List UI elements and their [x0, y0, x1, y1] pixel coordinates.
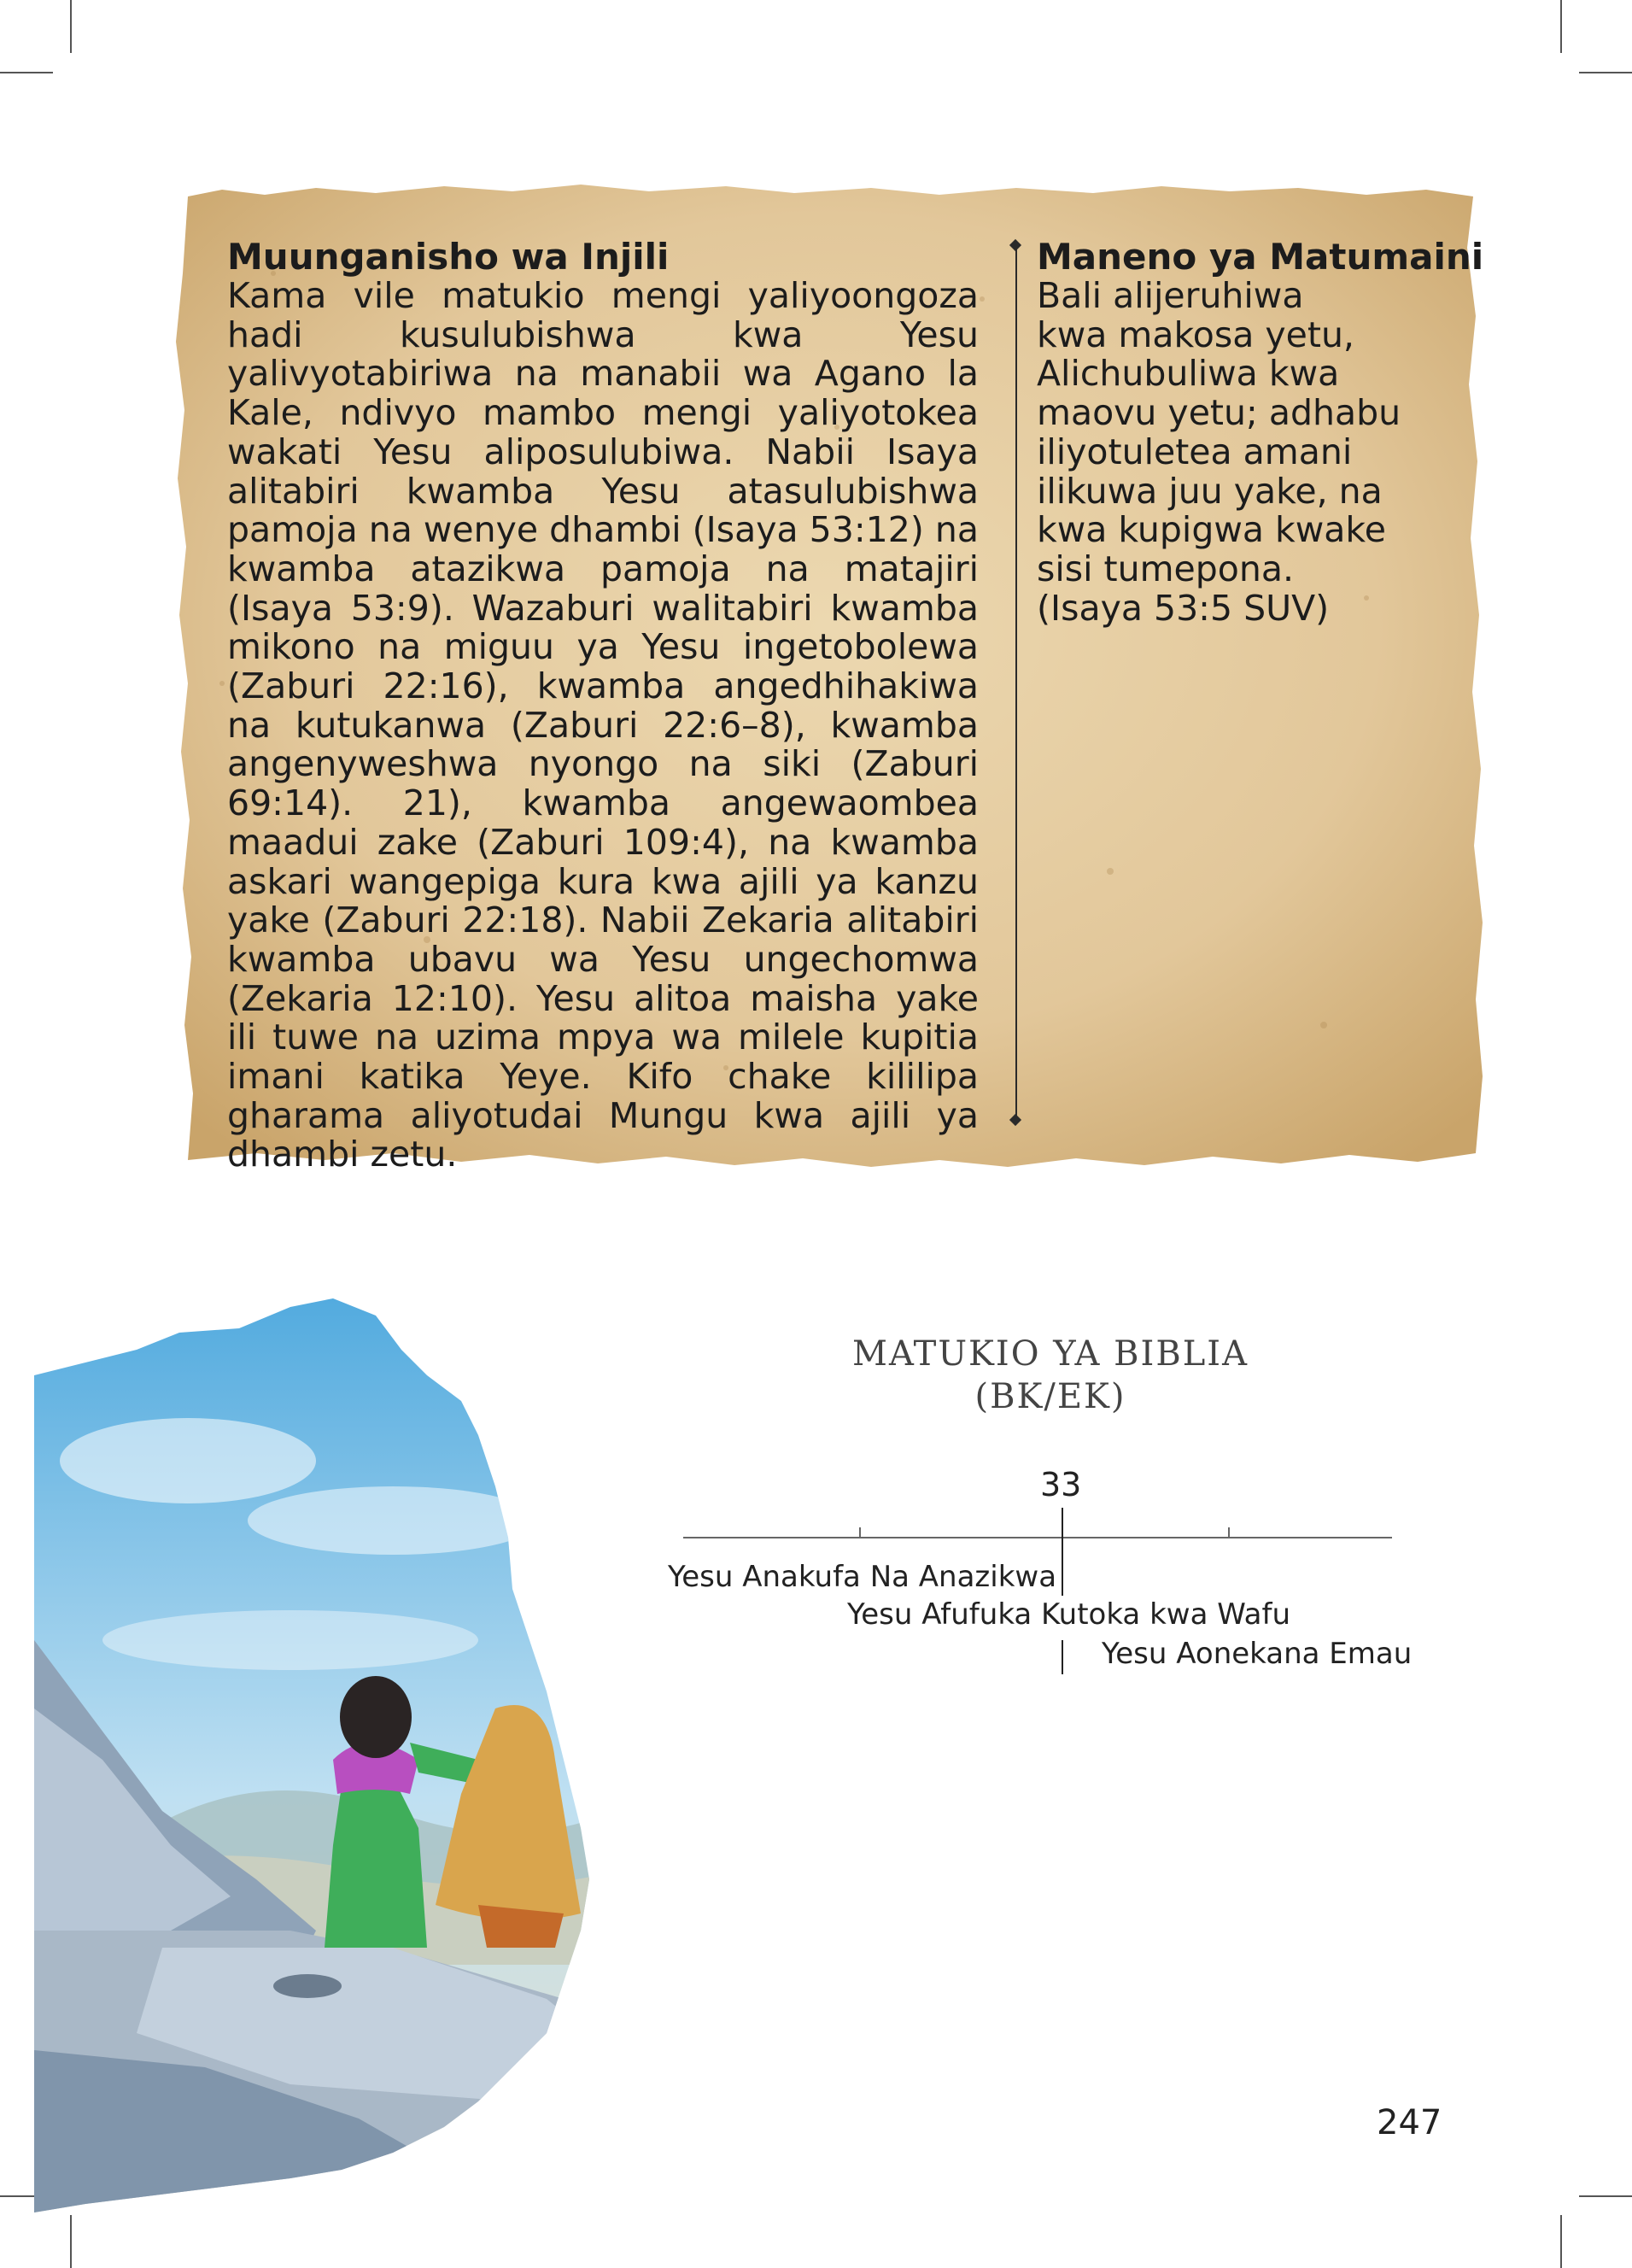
crop-mark: [1560, 2215, 1562, 2268]
crop-mark: [0, 72, 53, 73]
verse-line: kwa makosa yetu,: [1037, 314, 1354, 355]
crop-mark: [1560, 0, 1562, 53]
verse-line: sisi tumepona.: [1037, 548, 1295, 589]
timeline-event: Yesu Anakufa Na Anazikwa: [668, 1560, 1057, 1594]
page-number: 247: [1377, 2103, 1442, 2142]
crop-mark: [1579, 72, 1632, 73]
illustration-two-women-walking: [34, 1281, 649, 2221]
verse-line: kwa kupigwa kwake: [1037, 509, 1386, 551]
crop-mark: [70, 0, 72, 53]
verse-line: Alichubuliwa kwa: [1037, 353, 1340, 395]
gospel-connection-body: Kama vile matukio mengi yaliyoongoza hadi kusulubishwa kwa Yesu yalivyotabiriwa na manabii wa Agano la Kale, ndivyo mambo mengi yaliyotokea wakati Yesu aliposulubiwa. Nabii Isaya alitabiri kwamba Yesu atasulubishwa pamoja na wenye dhambi (Isaya 53:12) na kwamba atazikwa pamoja na matajiri (Isaya 53:9). Wazaburi walitabiri kwamba mikono na miguu ya Yesu ingetobolewa (Zaburi 22:16), kwamba angedhihakiwa na kutukanwa (Zaburi 22:6–8), kwamba angenyweshwa nyongo na siki (Zaburi 69:14). 21), kwamba angewaombea maadui zake (Zaburi 109:4), na kwamba askari wangepiga kura kwa ajili ya kanzu yake (Zaburi 22:18). Nabii Zekaria alitabiri kwamba ubavu wa Yesu ungechomwa (Zekaria 12:10). Yesu alitoa maisha yake ili tuwe na uzima mpya wa milele kupitia imani katika Yeye. Kifo chake kililipa gharama aliyotudai Mungu kwa ajili ya dhambi zetu.: [227, 275, 979, 1175]
crop-mark: [1579, 2195, 1632, 2197]
crop-mark: [70, 2215, 72, 2268]
words-of-hope-verse: [1037, 277, 1413, 628]
verse-line: iliyotuletea amani: [1037, 431, 1353, 472]
verse-line: ilikuwa juu yake, na: [1037, 470, 1383, 512]
timeline-event: Yesu Afufuka Kutoka kwa Wafu: [847, 1597, 1291, 1632]
verse-line: maovu yetu; adhabu: [1037, 392, 1401, 434]
verse-line: Bali alijeruhiwa: [1037, 275, 1304, 316]
timeline-year: 33: [1040, 1466, 1082, 1503]
gospel-connection-title: Muunganisho wa Injili: [227, 236, 670, 278]
words-of-hope-title: Maneno ya Matumaini: [1037, 236, 1484, 278]
timeline-event: Yesu Aonekana Emau: [1102, 1637, 1413, 1671]
verse-reference: (Isaya 53:5 SUV): [1037, 587, 1330, 629]
timeline-subtitle: (BK/EK): [974, 1377, 1126, 1416]
timeline-title: MATUKIO YA BIBLIA: [852, 1334, 1249, 1374]
column-divider: [1015, 243, 1018, 1123]
